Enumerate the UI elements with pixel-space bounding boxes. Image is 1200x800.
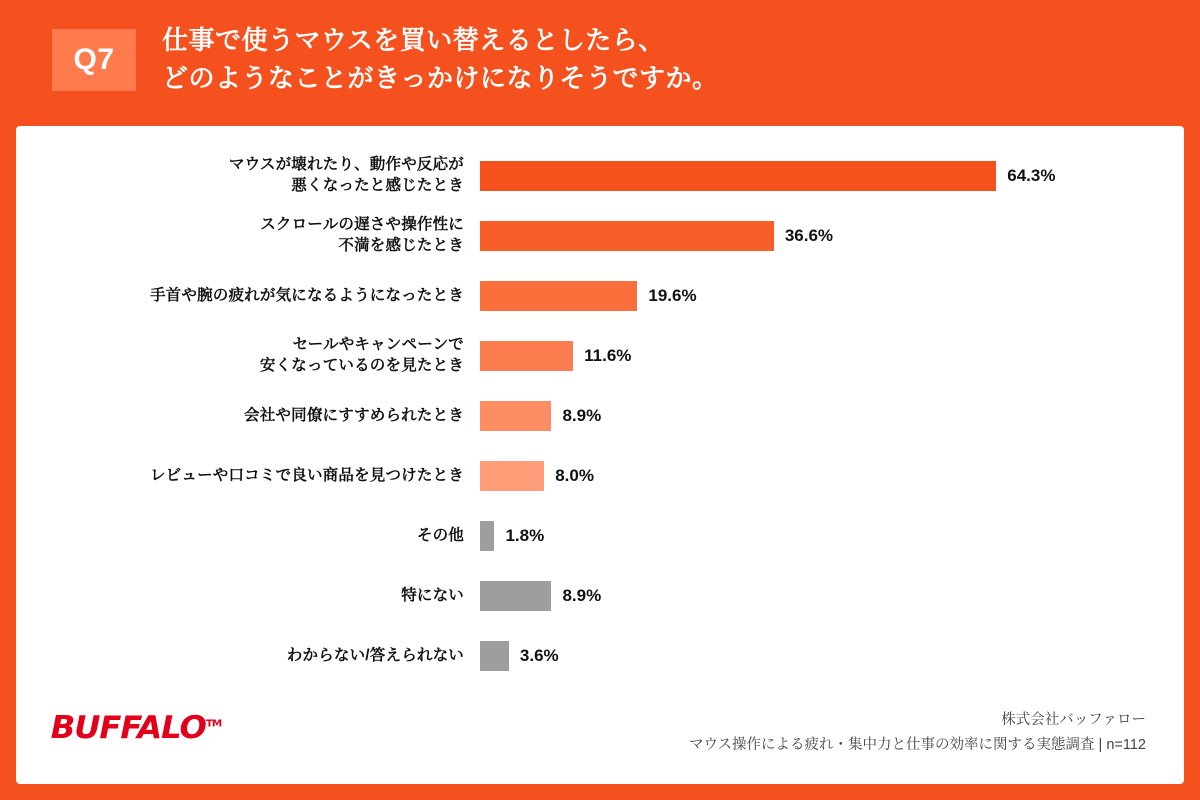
bar-category-label	[40, 286, 480, 307]
bar-track	[480, 281, 1160, 311]
chart-row	[40, 388, 1160, 444]
bar-value-label: 36.6%	[784, 226, 834, 245]
bar	[480, 521, 494, 551]
trademark-mark: TM	[205, 718, 222, 730]
bar	[480, 401, 551, 431]
bar-category-label-line-1: セールやキャンペーンで	[292, 336, 464, 354]
page-title	[162, 22, 719, 97]
bar-category-label	[40, 406, 480, 427]
bar-category-label	[40, 466, 480, 487]
bar	[480, 281, 637, 311]
bar	[480, 221, 774, 251]
question-number-label: Q7	[73, 43, 115, 76]
bar	[480, 161, 996, 191]
bar-category-label	[40, 646, 480, 667]
bar	[480, 341, 573, 371]
question-number-badge	[52, 29, 136, 91]
header	[0, 0, 1200, 120]
bar-track	[480, 161, 1160, 191]
bar-category-label	[40, 586, 480, 607]
chart-row	[40, 328, 1160, 384]
survey-name: マウス操作による疲れ・集中力と仕事の効率に関する実態調査 | n=112	[688, 737, 1146, 754]
bar	[480, 461, 544, 491]
chart-card	[16, 126, 1184, 784]
bar-track	[480, 461, 1160, 491]
bar-category-label	[40, 215, 480, 257]
bar-track	[480, 641, 1160, 671]
footer	[16, 688, 1184, 784]
bar-category-label-line-2: 安くなっているのを見たとき	[259, 357, 464, 374]
chart-row	[40, 448, 1160, 504]
bar-category-label-line-1: 手首や腕の疲れが気になるようになったとき	[149, 286, 464, 304]
bar-category-label-line-1: 会社や同僚にすすめられたとき	[244, 406, 464, 424]
bar-value-label: 8.0%	[555, 466, 594, 485]
bar-value-label: 8.9%	[562, 586, 602, 605]
bar-category-label	[40, 335, 480, 377]
bar-category-label	[40, 526, 480, 547]
bar-track	[480, 341, 1160, 371]
bar-category-label-line-2: 不満を感じたとき	[338, 237, 464, 254]
footer-credits	[689, 708, 1146, 759]
chart-row	[40, 568, 1160, 624]
bar-category-label-line-2: 悪くなったと感じたとき	[291, 177, 464, 194]
company-name: 株式会社バッファロー	[1001, 712, 1146, 728]
page-title-line-1: 仕事で使うマウスを買い替えるとしたら、	[162, 25, 665, 56]
chart-row	[40, 268, 1160, 324]
bar	[480, 581, 551, 611]
bar-category-label	[40, 155, 480, 197]
bar-value-label: 3.6%	[519, 646, 559, 665]
buffalo-logo-text: BUFFALO	[50, 710, 206, 746]
page-title-line-2: どのようなことがきっかけになりそうですか。	[162, 63, 719, 93]
bar-value-label: 19.6%	[648, 286, 697, 305]
bar-category-label-line-1: わからない/答えられない	[286, 646, 464, 664]
bar-track	[480, 521, 1160, 551]
chart-row	[40, 508, 1160, 564]
bar-value-label: 1.8%	[505, 526, 545, 545]
bar-category-label-line-1: マウスが壊れたり、動作や反応が	[228, 156, 464, 174]
bar-category-label-line-1: スクロールの遅さや操作性に	[260, 216, 464, 234]
bar-value-label: 64.3%	[1007, 166, 1056, 185]
bar-track	[480, 581, 1160, 611]
chart-row	[40, 208, 1160, 264]
bar-category-label-line-1: その他	[416, 526, 464, 544]
chart-row	[40, 148, 1160, 204]
buffalo-logo	[51, 710, 221, 746]
bar-chart	[16, 148, 1184, 688]
bar-category-label-line-1: レビューや口コミで良い商品を見つけたとき	[149, 466, 464, 484]
bar-value-label: 8.9%	[562, 406, 602, 425]
bar	[480, 641, 509, 671]
chart-row	[40, 628, 1160, 684]
bar-value-label: 11.6%	[584, 346, 632, 365]
bar-track	[480, 401, 1160, 431]
bar-category-label-line-1: 特にない	[401, 586, 464, 604]
bar-track	[480, 221, 1160, 251]
